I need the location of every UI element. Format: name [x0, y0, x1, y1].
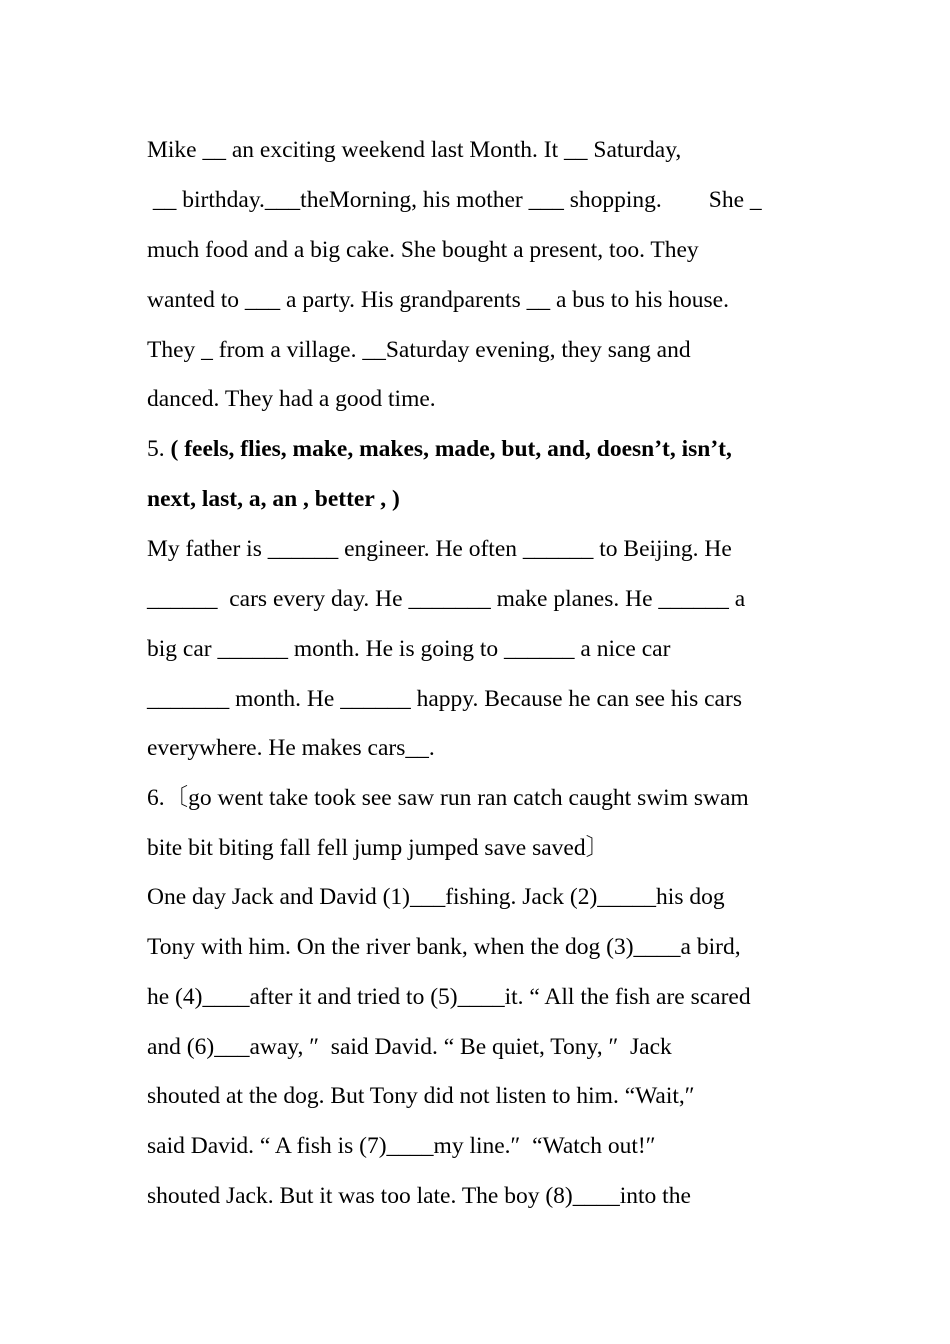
text-line: and (6)___away, ″ said David. “ Be quiet, Tony, ″ Jack	[147, 1034, 672, 1060]
text-line: said David. “ A fish is (7)____my line.″ “Watch out!″	[147, 1133, 656, 1159]
text-line: One day Jack and David (1)___fishing. Jack (2)_____his dog	[147, 884, 725, 910]
question-6-heading: 6.〔go went take took see saw run ran catch caught swim swam	[147, 785, 749, 811]
text-line: danced. They had a good time.	[147, 386, 436, 412]
question-5-number: 5.	[147, 436, 171, 462]
text-line: big car ______ month. He is going to ______ a nice car	[147, 636, 671, 662]
text-line: My father is ______ engineer. He often ______ to Beijing. He	[147, 536, 732, 562]
text-line: everywhere. He makes cars__.	[147, 735, 435, 761]
text-line: They _ from a village. __Saturday evening, they sang and	[147, 337, 691, 363]
text-line: Mike __ an exciting weekend last Month. It __ Saturday,	[147, 137, 682, 163]
text-line: shouted Jack. But it was too late. The boy (8)____into the	[147, 1183, 691, 1209]
question-5-heading	[147, 434, 732, 464]
text-line: _______ month. He ______ happy. Because he can see his cars	[147, 686, 742, 712]
question-5-word-bank-cont: next, last, a, an , better , )	[147, 486, 400, 512]
text-line: __ birthday.___theMorning, his mother ___ shopping. She _	[147, 187, 762, 213]
question-5-word-bank: ( feels, flies, make, makes, made, but, and, doesn’t, isn’t,	[170, 436, 732, 462]
text-line: he (4)____after it and tried to (5)____it. “ All the fish are scared	[147, 984, 751, 1010]
question-6-word-bank-cont: bite bit biting fall fell jump jumped save saved〕	[147, 835, 610, 861]
text-line: wanted to ___ a party. His grandparents __ a bus to his house.	[147, 287, 729, 313]
text-line: much food and a big cake. She bought a present, too. They	[147, 237, 699, 263]
text-line: shouted at the dog. But Tony did not listen to him. “Wait,″	[147, 1083, 695, 1109]
text-line: ______ cars every day. He _______ make planes. He ______ a	[147, 586, 746, 612]
text-line: Tony with him. On the river bank, when the dog (3)____a bird,	[147, 934, 741, 960]
